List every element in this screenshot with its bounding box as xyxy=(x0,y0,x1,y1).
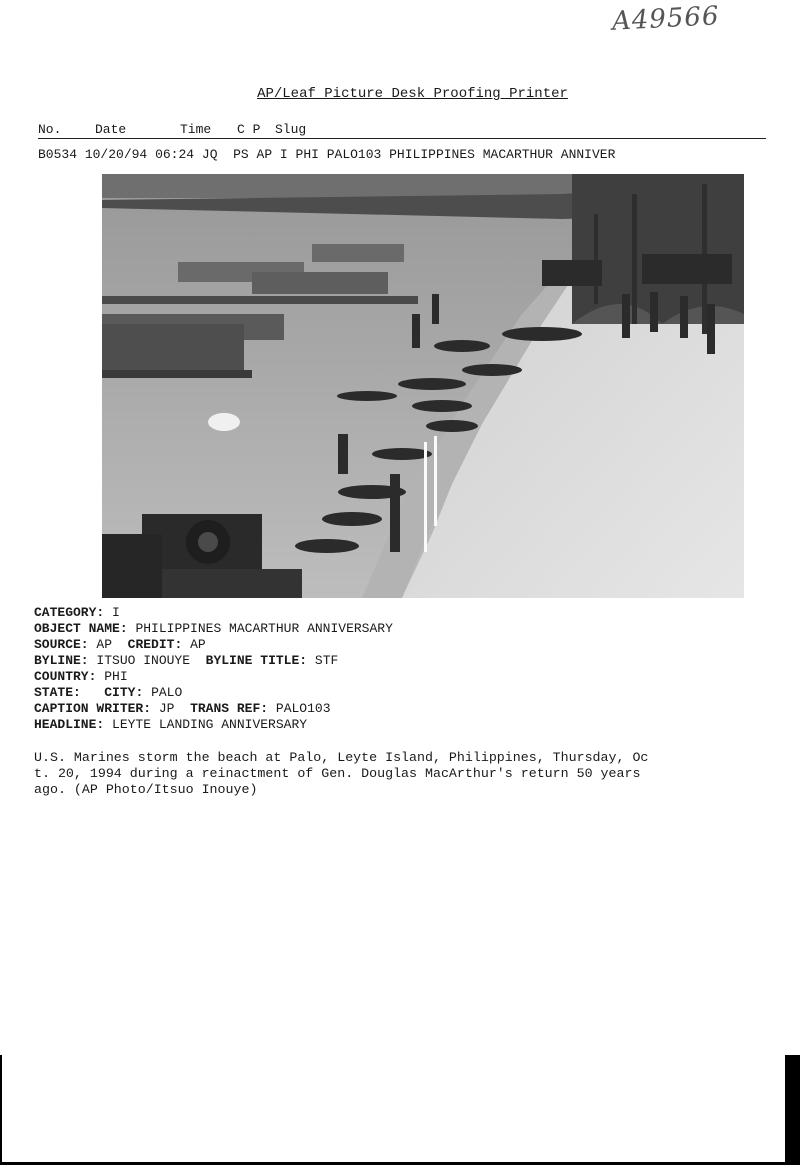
record-time: 06:24 xyxy=(155,147,195,162)
headline-value: LEYTE LANDING ANNIVERSARY xyxy=(112,717,308,732)
caption-line: U.S. Marines storm the beach at Palo, Leyte Island, Philippines, Thursday, Oc xyxy=(34,750,649,765)
record-date: 10/20/94 xyxy=(84,147,148,162)
object-name-label: OBJECT NAME: xyxy=(34,621,128,636)
category-value: I xyxy=(112,605,120,620)
city-label: CITY: xyxy=(104,685,144,700)
trans-ref-label: TRANS REF: xyxy=(190,701,269,716)
source-value: AP xyxy=(96,637,113,652)
photo-caption xyxy=(34,750,769,798)
field-object-name xyxy=(34,621,393,637)
credit-value: AP xyxy=(190,637,206,652)
state-label: STATE: xyxy=(34,685,81,700)
field-source xyxy=(34,637,393,653)
country-label: COUNTRY: xyxy=(34,669,97,684)
scan-edge-right xyxy=(785,1055,800,1165)
byline-value: ITSUO INOUYE xyxy=(96,653,191,668)
photo-beach-landing xyxy=(102,174,744,598)
category-label: CATEGORY: xyxy=(34,605,105,620)
caption-writer-label: CAPTION WRITER: xyxy=(34,701,152,716)
headline-label: HEADLINE: xyxy=(34,717,105,732)
city-value: PALO xyxy=(151,685,183,700)
object-name-value: PHILIPPINES MACARTHUR ANNIVERSARY xyxy=(135,621,393,636)
header-time: Time xyxy=(180,122,212,137)
caption-line: t. 20, 1994 during a reinactment of Gen. Douglas MacArthur's return 50 years xyxy=(34,766,641,781)
scan-edge-left xyxy=(0,1055,2,1165)
column-header-row xyxy=(38,122,766,139)
metadata-fields xyxy=(34,605,393,733)
caption-writer-value: JP xyxy=(158,701,175,716)
field-state xyxy=(34,685,393,701)
byline-label: BYLINE: xyxy=(34,653,89,668)
field-byline xyxy=(34,653,393,669)
field-headline xyxy=(34,717,393,733)
header-no: No. xyxy=(38,122,62,137)
source-label: SOURCE: xyxy=(34,637,89,652)
caption-line: ago. (AP Photo/Itsuo Inouye) xyxy=(34,782,258,797)
header-cp: C P xyxy=(237,122,261,137)
handwritten-note: A49566 xyxy=(611,1,721,37)
header-date: Date xyxy=(95,122,127,137)
record-cp: JQ xyxy=(201,147,218,162)
news-photo xyxy=(102,174,744,598)
trans-ref-value: PALO103 xyxy=(275,701,331,716)
field-caption-writer xyxy=(34,701,393,717)
page-title: AP/Leaf Picture Desk Proofing Printer xyxy=(257,86,568,102)
byline-title-label: BYLINE TITLE: xyxy=(205,653,308,668)
byline-title-value: STF xyxy=(314,653,339,668)
field-country xyxy=(34,669,393,685)
credit-label: CREDIT: xyxy=(127,637,183,652)
record-number: B0534 xyxy=(38,147,78,162)
record-slug: PS AP I PHI PALO103 PHILIPPINES MACARTHUR ANNIVER xyxy=(233,147,616,162)
country-value: PHI xyxy=(104,669,128,684)
field-category xyxy=(34,605,393,621)
record-row xyxy=(38,147,615,162)
header-slug: Slug xyxy=(275,122,307,137)
